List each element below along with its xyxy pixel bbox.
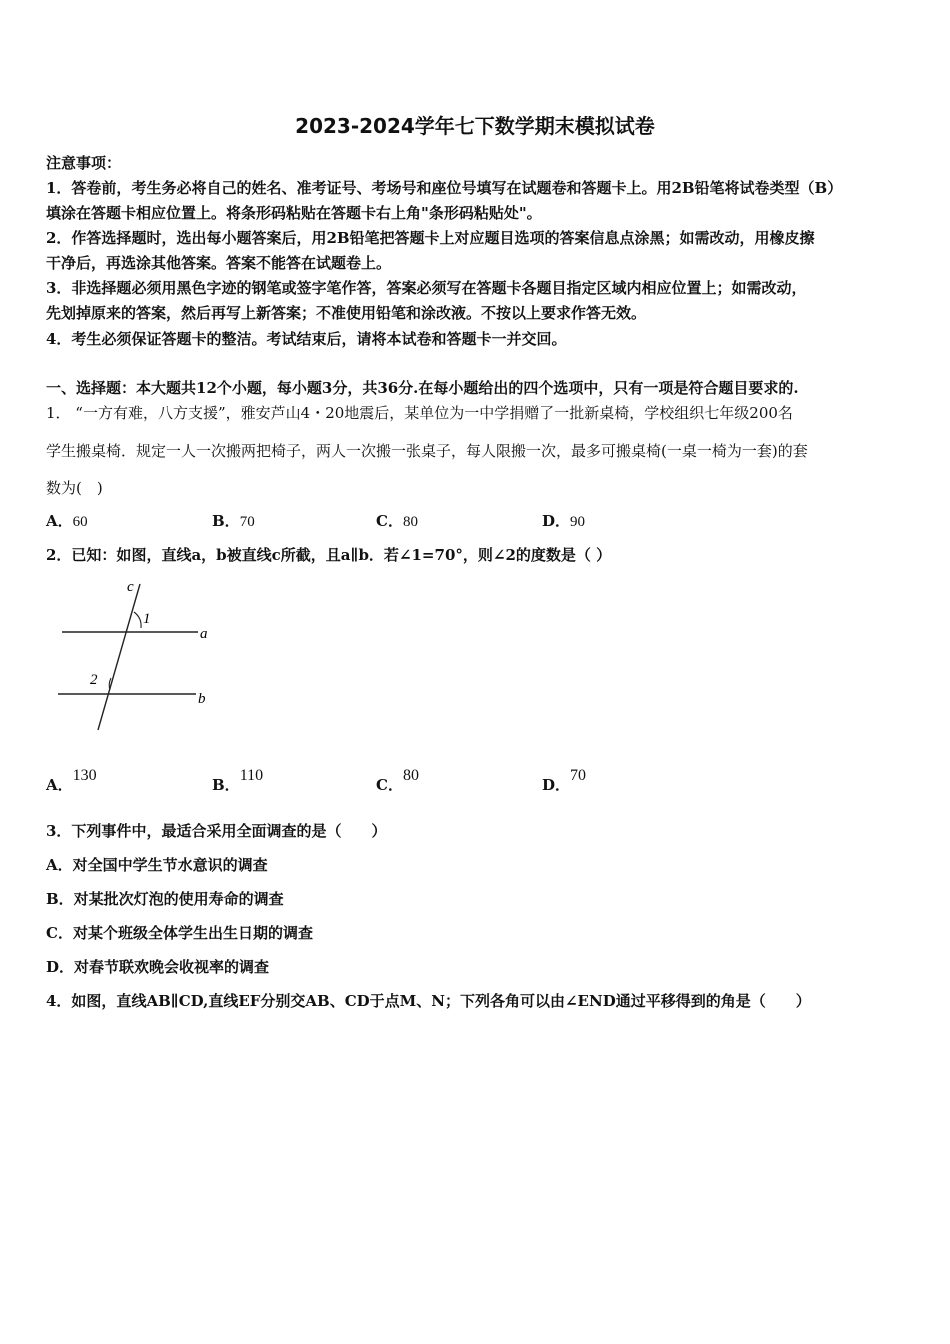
angle-1-arc — [134, 612, 141, 628]
q1-option-b: B．70 — [212, 512, 255, 530]
label-angle-1: 1 — [143, 611, 151, 627]
line-c — [98, 584, 140, 730]
notice-heading: 注意事项： — [46, 154, 122, 172]
q1-option-c: C．80 — [376, 512, 418, 530]
q3-option-d: D．对春节联欢晚会收视率的调查 — [46, 958, 270, 976]
notice-line: 1．答卷前，考生务必将自己的姓名、准考证号、考场号和座位号填写在试题卷和答题卡上。用2B铅笔将试卷类型（B） — [46, 179, 843, 197]
q1-stem-line: 学生搬桌椅．规定一人一次搬两把椅子，两人一次搬一张桌子，每人限搬一次，最多可搬桌椅(一桌一椅为一套)的套 — [46, 442, 808, 460]
q2-option-a: A．130 — [46, 767, 97, 794]
notice-line: 3．非选择题必须用黑色字迹的钢笔或签字笔作答，答案必须写在答题卡各题目指定区域内相应位置上；如需改动， — [46, 279, 807, 297]
label-angle-2: 2 — [90, 672, 98, 688]
notice-line: 先划掉原来的答案，然后再写上新答案；不准使用铅笔和涂改液。不按以上要求作答无效。 — [46, 304, 647, 322]
q1-option-a: A．60 — [46, 512, 88, 530]
q1-stem-line: 数为( ) — [46, 479, 103, 497]
q2-stem: 2．已知：如图，直线a，b被直线c所截，且a∥b．若∠1=70°，则∠2的度数是（ ） — [46, 546, 612, 564]
q3-option-a: A．对全国中学生节水意识的调查 — [46, 856, 268, 874]
q3-option-c: C．对某个班级全体学生出生日期的调查 — [46, 924, 313, 942]
notice-line: 4．考生必须保证答题卡的整洁。考试结束后，请将本试卷和答题卡一并交回。 — [46, 330, 567, 348]
q2-option-d: D．70 — [542, 767, 587, 794]
label-c: c — [127, 579, 134, 595]
label-b: b — [198, 691, 206, 707]
q4-stem: 4．如图，直线AB∥CD,直线EF分别交AB、CD于点M、N；下列各角可以由∠END通过平移得到的角是（ ） — [46, 992, 811, 1010]
notice-line: 2．作答选择题时，选出每小题答案后，用2B铅笔把答题卡上对应题目选项的答案信息点涂黑；如需改动，用橡皮擦 — [46, 229, 815, 247]
page-title: 2023-2024学年七下数学期末模拟试卷 — [295, 114, 655, 138]
q2-option-c: C．80 — [376, 767, 419, 794]
parallel-lines-figure — [50, 572, 230, 742]
q1-option-d: D．90 — [542, 512, 586, 530]
notice-line: 填涂在答题卡相应位置上。将条形码粘贴在答题卡右上角"条形码粘贴处"。 — [46, 204, 542, 222]
label-a: a — [200, 626, 208, 642]
section-heading: 一、选择题：本大题共12个小题，每小题3分，共36分.在每小题给出的四个选项中，只有一项是符合题目要求的. — [46, 379, 799, 397]
q3-option-b: B．对某批次灯泡的使用寿命的调查 — [46, 890, 284, 908]
q3-stem: 3．下列事件中，最适合采用全面调查的是（ ） — [46, 822, 387, 840]
notice-line: 干净后，再选涂其他答案。答案不能答在试题卷上。 — [46, 254, 392, 272]
q1-stem-line: 1． “一方有难，八方支援”，雅安芦山4・20地震后，某单位为一中学捐赠了一批新桌椅，学校组织七年级200名 — [46, 404, 793, 422]
q2-option-b: B．110 — [212, 767, 264, 794]
